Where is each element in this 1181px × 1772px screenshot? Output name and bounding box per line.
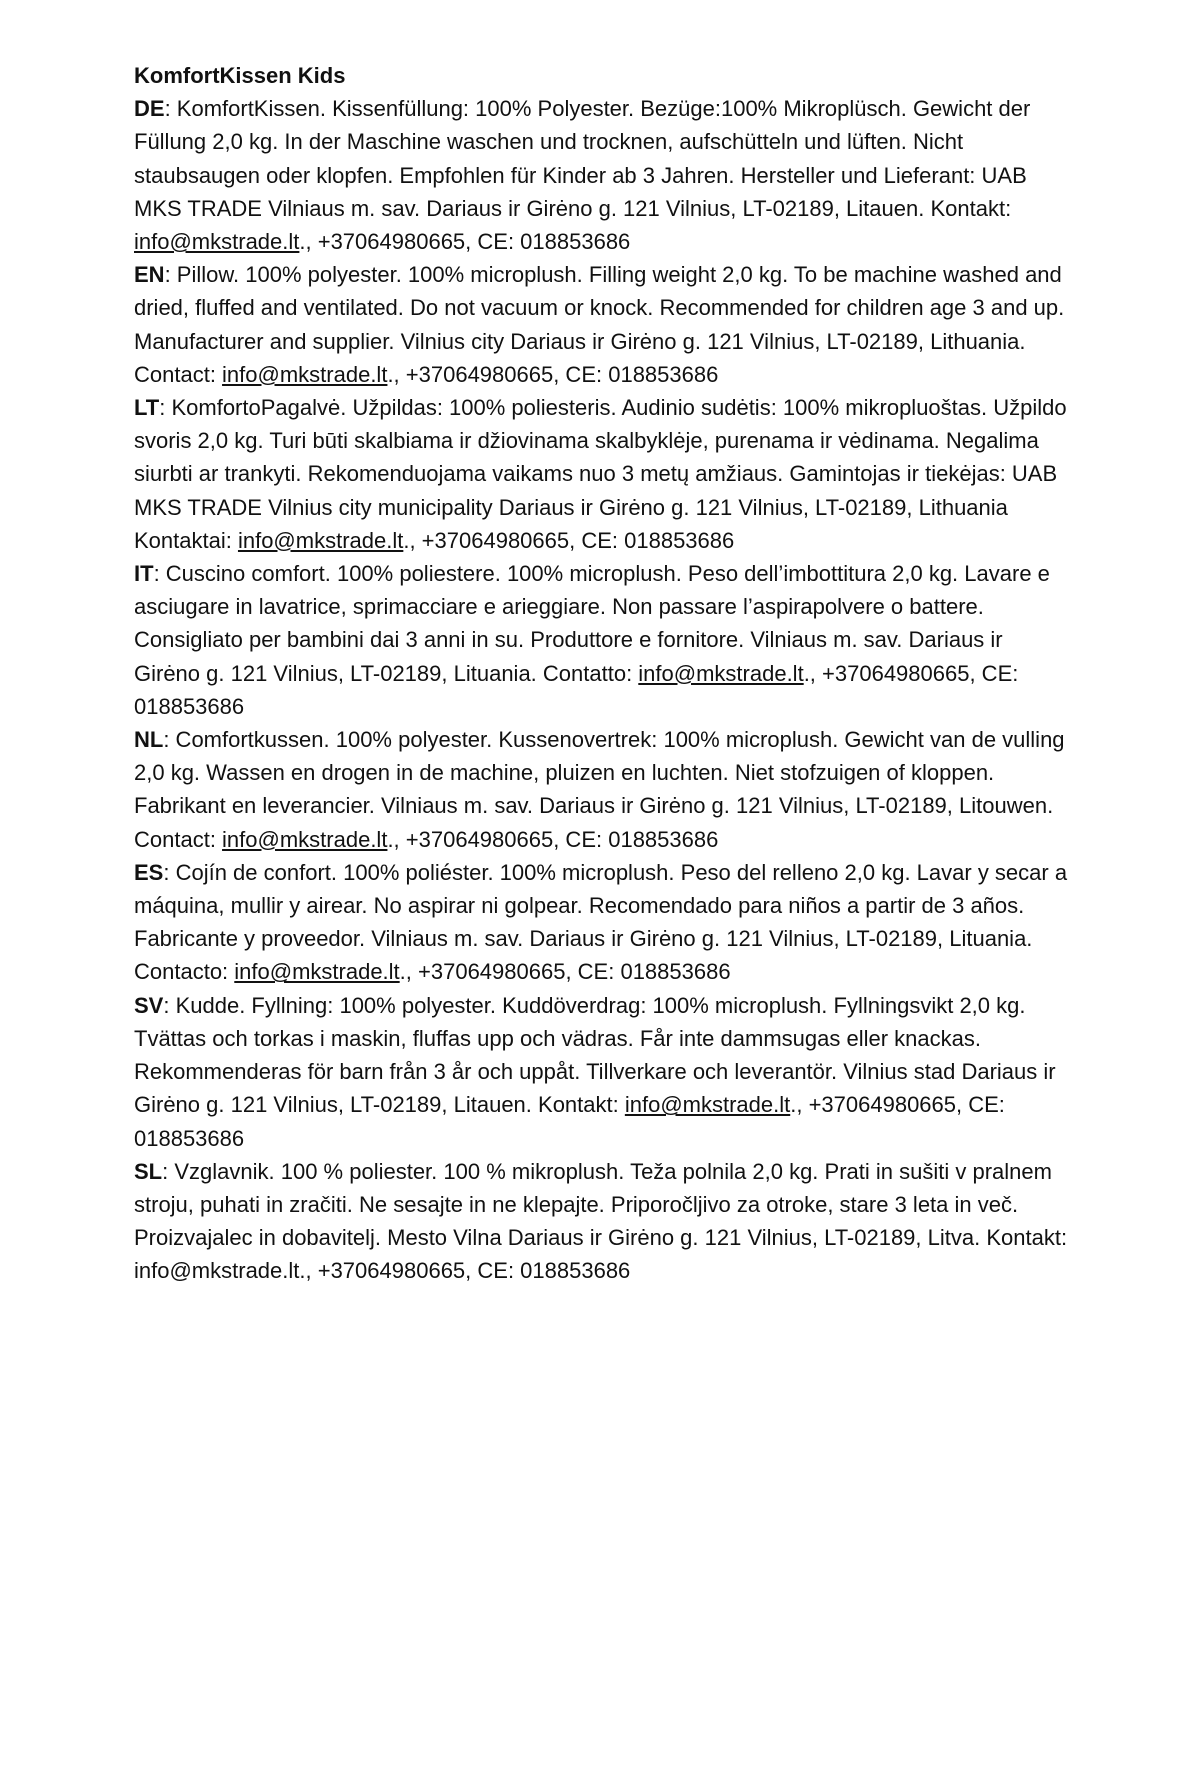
block-text: : Vzglavnik. 100 % poliester. 100 % mikroplush. Teža polnila 2,0 kg. Prati in sušiti v pralnem stroju, puhati in zračiti. Ne sesajte in ne klepajte. Priporočljivo za otroke, stare 3 leta in več. Proizvajalec in dobavitelj. Mesto Vilna Dariaus ir Girėno g. 121 Vilnius, LT-02189, Litva. Kontakt: info@mkstrade.lt., +37064980665, CE: 018853686 xyxy=(134,1158,1068,1284)
block-text: : KomfortKissen. Kissenfüllung: 100% Polyester. Bezüge:100% Mikroplüsch. Gewicht der Füllung 2,0 kg. In der Maschine waschen und trocknen, aufschütteln und lüften. Nicht staubsaugen oder klopfen. Empfohlen für Kinder ab 3 Jahren. Hersteller und Lieferant: UAB MKS TRADE Vilniaus m. sav. Dariaus ir Girėno g. 121 Vilnius, LT-02189, Litauen. Kontakt: xyxy=(134,96,1031,221)
block-text: : Pillow. 100% polyester. 100% microplush. Filling weight 2,0 kg. To be machine washed and dried, fluffed and ventilated. Do not vacuum or knock. Recommended for children age 3 and up. Manufacturer and supplier. Vilnius city Dariaus ir Girėno g. 121 Vilnius, LT-02189, Lithuania. Contact: xyxy=(134,262,1065,387)
language-code: SV xyxy=(134,992,164,1018)
language-block-nl xyxy=(134,723,1074,856)
document-title: KomfortKissen Kids xyxy=(134,63,346,88)
language-code: EN xyxy=(134,262,165,288)
language-code: IT xyxy=(134,561,154,587)
language-block-lt xyxy=(134,391,1074,557)
language-block-en xyxy=(134,258,1074,391)
block-text: : KomfortoPagalvė. Užpildas: 100% poliesteris. Audinio sudėtis: 100% mikropluoštas. Užpildo svoris 2,0 kg. Turi būti skalbiama ir džiovinama skalbyklėje, purenama ir vėdinama. Negalima siurbti ar trankyti. Rekomenduojama vaikams nuo 3 metų amžiaus. Gamintojas ir tiekėjas: UAB MKS TRADE Vilnius city municipality Dariaus ir Girėno g. 121 Vilnius, LT-02189, Lithuania Kontaktai: xyxy=(134,395,1067,553)
email-link[interactable]: info@mkstrade.lt xyxy=(234,959,400,985)
language-block-es xyxy=(134,856,1074,989)
block-text-tail: ., +37064980665, CE: 018853686 xyxy=(387,826,719,852)
language-block-sv xyxy=(134,989,1074,1155)
block-text-tail: ., +37064980665, CE: 018853686 xyxy=(403,527,735,553)
block-text: : Comfortkussen. 100% polyester. Kussenovertrek: 100% microplush. Gewicht van de vulling 2,0 kg. Wassen en drogen in de machine, pluizen en luchten. Niet stofzuigen of kloppen. Fabrikant en leverancier. Vilniaus m. sav. Dariaus ir Girėno g. 121 Vilnius, LT-02189, Litouwen. Contact: xyxy=(134,727,1065,852)
language-code: NL xyxy=(134,727,164,753)
block-text: : Cuscino comfort. 100% poliestere. 100% microplush. Peso dell’imbottitura 2,0 kg. Lavare e asciugare in lavatrice, sprimacciare e arieggiare. Non passare l’aspirapolvere o battere. Consigliato per bambini dai 3 anni in su. Produttore e fornitore. Vilniaus m. sav. Dariaus ir Girėno g. 121 Vilnius, LT-02189, Lituania. Contatto: xyxy=(134,561,1050,686)
block-text: : Cojín de confort. 100% poliéster. 100% microplush. Peso del relleno 2,0 kg. Lavar y secar a máquina, mullir y airear. No aspirar ni golpear. Recomendado para niños a partir de 3 años. Fabricante y proveedor. Vilniaus m. sav. Dariaus ir Girėno g. 121 Vilnius, LT-02189, Lituania. Contacto: xyxy=(134,859,1068,985)
language-code: SL xyxy=(134,1158,163,1184)
language-block-de xyxy=(134,92,1074,258)
email-link[interactable]: info@mkstrade.lt xyxy=(222,361,388,387)
language-block-it xyxy=(134,557,1074,723)
language-code: LT xyxy=(134,395,160,421)
block-text-tail: ., +37064980665, CE: 018853686 xyxy=(399,959,731,985)
email-link[interactable]: info@mkstrade.lt xyxy=(222,826,388,852)
block-text-tail: ., +37064980665, CE: 018853686 xyxy=(134,1092,1005,1151)
email-link[interactable]: info@mkstrade.lt xyxy=(134,229,300,255)
block-text-tail: ., +37064980665, CE: 018853686 xyxy=(299,229,631,255)
language-code: DE xyxy=(134,96,165,122)
language-block-sl xyxy=(134,1155,1074,1288)
email-link[interactable]: info@mkstrade.lt xyxy=(638,660,804,686)
block-text-tail: ., +37064980665, CE: 018853686 xyxy=(387,361,719,387)
block-text-tail: ., +37064980665, CE: 018853686 xyxy=(134,660,1019,719)
language-code: ES xyxy=(134,859,164,885)
email-link[interactable]: info@mkstrade.lt xyxy=(624,1092,791,1118)
block-text: : Kudde. Fyllning: 100% polyester. Kuddöverdrag: 100% microplush. Fyllningsvikt 2,0 kg. Tvättas och torkas i maskin, fluffas upp och vädras. Får inte dammsugas eller knackas. Rekommenderas för barn från 3 år och uppåt. Tillverkare och leverantör. Vilnius stad Dariaus ir Girėno g. 121 Vilnius, LT-02189, Litauen. Kontakt: xyxy=(134,992,1056,1118)
document-page xyxy=(134,59,1074,1288)
email-link[interactable]: info@mkstrade.lt xyxy=(237,527,404,553)
